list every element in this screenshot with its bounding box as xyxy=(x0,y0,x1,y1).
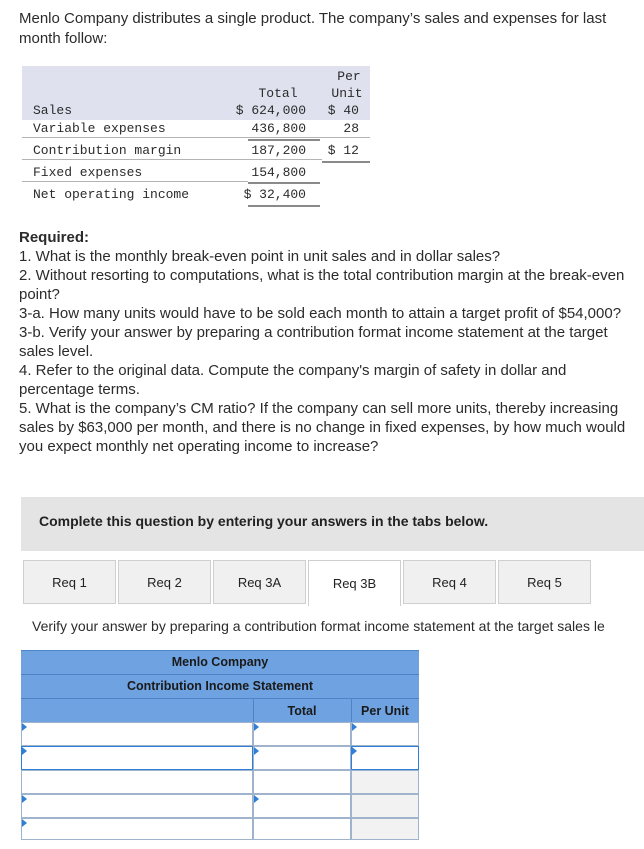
row2-label-select[interactable] xyxy=(21,746,253,770)
row-label-cm: Contribution margin xyxy=(33,143,182,158)
instruction-banner xyxy=(21,497,644,551)
total-underline xyxy=(248,182,320,184)
tab-req-2[interactable]: Req 2 xyxy=(118,560,211,604)
requirement-3b: 3-b. Verify your answer by preparing a contribution format income statement at the target sales level. xyxy=(19,324,608,360)
row3-total-input[interactable] xyxy=(253,770,351,794)
requirement-2: 2. Without resorting to computations, what is the total contribution margin at the break-even point? xyxy=(19,267,625,303)
income-statement-grid xyxy=(21,650,419,840)
row-unit-sales: $ 40 xyxy=(327,103,359,118)
row-label-variable: Variable expenses xyxy=(33,121,166,136)
divider xyxy=(22,181,248,182)
row2-per-unit-input[interactable] xyxy=(351,746,419,770)
problem-intro: Menlo Company distributes a single product. The company’s sales and expenses for last month follow: xyxy=(19,10,607,47)
requirement-3a: 3-a. How many units would have to be sold each month to attain a target profit of $54,000? xyxy=(19,305,622,322)
row-total-cm: 187,200 xyxy=(251,143,306,158)
input-marker-icon xyxy=(352,723,357,731)
company-name: Menlo Company xyxy=(171,655,269,669)
row4-total-input[interactable] xyxy=(253,794,351,818)
total-double-underline xyxy=(248,205,320,207)
header-total: Total xyxy=(258,86,298,101)
tab-req-4[interactable]: Req 4 xyxy=(403,560,496,604)
input-marker-icon xyxy=(352,747,357,755)
input-marker-icon xyxy=(254,723,259,731)
tab-instruction: Verify your answer by preparing a contribution format income statement at the target sales le xyxy=(32,618,605,634)
requirement-5: 5. What is the company’s CM ratio? If the company can sell more units, thereby increasing sales by $63,000 per month, and there is no change in fixed expenses, by how much would you expect monthly net operating income to increase? xyxy=(19,400,626,455)
tab-req-5[interactable]: Req 5 xyxy=(498,560,591,604)
instruction-text: Complete this question by entering your answers in the tabs below. xyxy=(39,513,489,529)
row5-label-input[interactable] xyxy=(21,818,253,840)
input-marker-icon xyxy=(22,723,27,731)
requirement-1: 1. What is the monthly break-even point in unit sales and in dollar sales? xyxy=(19,248,501,265)
statement-company-band xyxy=(21,650,419,674)
row2-total-input[interactable] xyxy=(253,746,351,770)
statement-column-header-band xyxy=(21,698,419,722)
row-unit-cm: $ 12 xyxy=(327,143,359,158)
unit-double-underline xyxy=(322,161,370,163)
header-per: Per xyxy=(337,69,361,84)
input-marker-icon xyxy=(22,819,27,827)
total-underline xyxy=(248,139,320,141)
statement-title: Contribution Income Statement xyxy=(126,679,314,693)
row3-label-input[interactable] xyxy=(21,770,253,794)
input-marker-icon xyxy=(254,747,259,755)
row-total-sales: $ 624,000 xyxy=(235,103,306,118)
row5-total-input[interactable] xyxy=(253,818,351,840)
requirement-4: 4. Refer to the original data. Compute the company's margin of safety in dollar and percentage terms. xyxy=(19,362,567,398)
row1-per-unit-input[interactable] xyxy=(351,722,419,746)
divider xyxy=(22,159,322,160)
sales-expense-table xyxy=(22,66,370,209)
row-unit-variable: 28 xyxy=(343,121,359,136)
row-label-fixed: Fixed expenses xyxy=(33,165,143,180)
input-marker-icon xyxy=(22,747,27,755)
row3-per-unit-cell xyxy=(351,770,419,794)
column-per-unit-header: Per Unit xyxy=(361,704,409,718)
row-label-sales: Sales xyxy=(33,103,73,118)
input-marker-icon xyxy=(254,795,259,803)
row-label-noi: Net operating income xyxy=(33,187,190,202)
row1-label-input[interactable] xyxy=(21,722,253,746)
row-total-variable: 436,800 xyxy=(251,121,306,136)
row-total-fixed: 154,800 xyxy=(251,165,306,180)
required-section xyxy=(19,228,631,456)
column-total-header: Total xyxy=(287,704,317,718)
table-header-band xyxy=(22,66,370,120)
header-unit: Unit xyxy=(331,86,363,101)
row4-label-input[interactable] xyxy=(21,794,253,818)
statement-title-band xyxy=(21,674,419,698)
row4-per-unit-cell xyxy=(351,794,419,818)
tab-req-3b[interactable]: Req 3B xyxy=(308,560,401,606)
divider xyxy=(22,137,370,138)
row1-total-input[interactable] xyxy=(253,722,351,746)
row5-per-unit-cell xyxy=(351,818,419,840)
tab-req-1[interactable]: Req 1 xyxy=(23,560,116,604)
required-title: Required: xyxy=(19,229,90,246)
tab-req-3a[interactable]: Req 3A xyxy=(213,560,306,604)
input-marker-icon xyxy=(22,795,27,803)
row-total-noi: $ 32,400 xyxy=(243,187,306,202)
